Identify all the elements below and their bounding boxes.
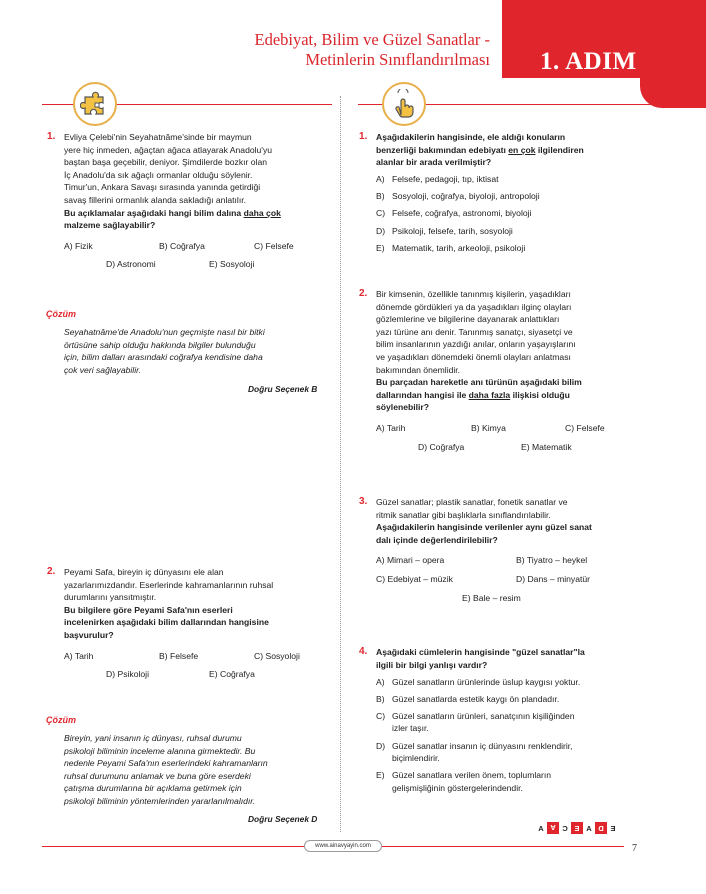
question-text-line: dönemde gördükleri ya da yaşadıkları ilginç olayları — [376, 301, 572, 312]
solution-line: çok veri sağlayabilir. — [64, 364, 142, 375]
option-text: Güzel sanatlarda estetik kaygı ön plandadır. — [392, 693, 560, 704]
option-b[interactable] — [376, 693, 661, 706]
left-question-1 — [47, 131, 336, 271]
stem-text: benzerliği bakımından edebiyatı — [376, 144, 509, 155]
option-c[interactable]: C) Felsefe — [565, 422, 605, 433]
option-letter: B) — [376, 693, 385, 704]
solution-line: için, bilim dalları arasındaki coğrafya kendisine daha — [64, 352, 263, 363]
option-text-line: biçimlendirir. — [392, 753, 440, 764]
question-text-line: Evliya Çelebi'nin Seyahatnâme'sinde bir maymun — [64, 132, 252, 142]
option-text: Felsefe, coğrafya, astronomi, biyoloji — [392, 208, 532, 219]
page-number: 7 — [632, 843, 637, 854]
stem-text: ilişkisi olduğu — [510, 389, 570, 400]
answer-key-cell: E — [571, 822, 583, 834]
answer-key-cell: A — [538, 823, 544, 833]
option-a[interactable]: A) Fizik — [64, 240, 93, 251]
question-stem-line: ilgili bir bilgi yanlışı vardır? — [376, 659, 488, 670]
options-row — [376, 573, 661, 586]
question-stem-line: incelenirken aşağıdaki bilim dallarından hangisine — [64, 617, 269, 628]
question-stem-line: Aşağıdaki cümlelerin hangisinde "güzel sanatlar"la — [376, 647, 585, 657]
option-text: Güzel sanatların ürünlerinde üslup kaygısı yoktur. — [392, 676, 581, 687]
answer-key-cell: C — [562, 823, 568, 833]
option-letter: E) — [376, 770, 385, 781]
option-a[interactable] — [376, 173, 661, 186]
puzzle-icon — [80, 89, 110, 119]
question-text-line: yazarlarımızdandır. Eserlerinde kahramanlarının ruhsal — [64, 579, 274, 590]
question-number: 2. — [47, 566, 56, 577]
option-letter: E) — [376, 242, 385, 253]
options-row — [376, 441, 661, 454]
option-c[interactable]: C) Sosyoloji — [254, 650, 300, 661]
question-stem-line: dalı içinde değerlendirilebilir? — [376, 534, 498, 545]
option-d[interactable]: D) Psikoloji — [106, 669, 149, 680]
solution-line: Seyahatnâme'de Anadolu'nun geçmişte nasıl bir bitki — [64, 327, 265, 337]
option-b[interactable] — [376, 190, 661, 203]
question-text-line: bakımından önemlidir. — [376, 364, 461, 375]
column-divider — [340, 96, 341, 832]
stem-emphasis: daha fazla — [468, 389, 511, 400]
option-text — [392, 740, 573, 765]
answer-key-cell: A — [547, 822, 559, 834]
option-letter: A) — [376, 676, 385, 687]
option-text: Psikoloji, felsefe, tarih, sosyoloji — [392, 225, 513, 236]
question-stem-line: Aşağıdakilerin hangisinde verilenler aynı güzel sanat — [376, 522, 592, 533]
question-text-line: ve yaşadıkları dönemdeki önemli olayları anlatması — [376, 351, 571, 362]
footer-url[interactable]: www.ainavyayin.com — [304, 840, 382, 852]
question-text-line: savaş fillerini ormanlık alanda sakladığı anlatılır. — [64, 194, 246, 205]
correct-answer: Doğru Seçenek B — [248, 384, 318, 394]
left-column-icon — [73, 82, 117, 126]
option-a[interactable] — [376, 676, 661, 689]
page-title — [254, 30, 490, 70]
question-text-line: durumlarını yansıtmıştır. — [64, 592, 157, 603]
question-text-line: yere hiç inmeden, ağaçtan ağaca atlayarak Anadolu'yu — [64, 144, 273, 155]
options-row — [64, 240, 336, 253]
question-text-line: bilim insanlarının yazdığı anılar, onların yaşayışlarını — [376, 339, 576, 350]
stem-emphasis: en çok — [508, 144, 536, 155]
solution-title: Çözüm — [46, 309, 76, 319]
stem-text: ilgilendiren — [535, 144, 584, 155]
option-a[interactable]: A) Mimari – opera — [376, 555, 445, 566]
question-text-line: yazı türüne anı denir. Tanınmış sanatçı, siyasetçi ve — [376, 326, 573, 337]
question-stem-line: alanlar bir arada verilmiştir? — [376, 157, 492, 168]
option-e[interactable]: E) Sosyoloji — [209, 259, 255, 270]
option-e[interactable]: E) Matematik — [521, 441, 572, 452]
answer-key-cell: D — [595, 822, 607, 834]
option-c[interactable] — [376, 207, 661, 220]
question-stem-line: malzeme sağlayabilir? — [64, 220, 156, 231]
solution-line: örtüsüne sahip olduğu hakkında bilgiler bulunduğu — [64, 339, 256, 350]
option-b[interactable]: B) Felsefe — [159, 650, 199, 661]
question-stem-line: Aşağıdakilerin hangisinde, ele aldığı konuların — [376, 132, 566, 142]
left-question-2 — [47, 566, 336, 681]
option-list — [376, 173, 661, 254]
option-text — [392, 769, 551, 794]
question-text-line: Güzel sanatlar; plastik sanatlar, fonetik sanatlar ve — [376, 497, 568, 507]
options-row — [64, 668, 336, 681]
solution-title: Çözüm — [46, 715, 76, 725]
option-letter: C) — [376, 710, 386, 721]
option-d[interactable]: D) Astronomi — [106, 259, 156, 270]
option-text-line: gelişmişliğinin göstergelerindendir. — [392, 782, 523, 793]
options-row — [64, 258, 336, 271]
option-c[interactable] — [376, 710, 661, 735]
option-c[interactable]: C) Felsefe — [254, 240, 294, 251]
option-e[interactable]: E) Coğrafya — [209, 669, 255, 680]
right-question-1 — [359, 131, 661, 254]
question-stem-line — [376, 144, 661, 157]
option-b[interactable]: B) Coğrafya — [159, 240, 205, 251]
solution-line: psikoloji biliminin inceleme alanına girmektedir. Bu — [64, 745, 256, 756]
option-text — [392, 710, 574, 735]
option-e[interactable] — [376, 769, 661, 794]
right-column-icon — [382, 82, 426, 126]
option-letter: C) — [376, 208, 386, 219]
options-row — [376, 422, 661, 435]
question-stem-line: Bu bilgilere göre Peyami Safa'nın eserleri — [64, 604, 233, 615]
option-letter: D) — [376, 740, 386, 751]
options-row — [376, 592, 661, 605]
option-e[interactable] — [376, 242, 661, 255]
option-e[interactable]: E) Bale – resim — [462, 592, 521, 603]
option-d[interactable]: D) Dans – minyatür — [516, 573, 591, 584]
question-number: 4. — [359, 646, 368, 657]
question-number: 1. — [359, 131, 368, 142]
question-stem — [64, 207, 336, 220]
option-letter: A) — [376, 174, 385, 185]
solution-line: psikoloji biliminin yöntemlerinden yararlanılmalıdır. — [64, 795, 256, 806]
question-stem-line: Bu parçadan hareketle anı türünün aşağıdaki bilim — [376, 377, 582, 388]
question-text-line: İç Anadolu'da sık ağaçlı ormanlar olduğu söylenir. — [64, 169, 253, 180]
answer-key-cell: A — [586, 823, 592, 833]
stem-text: Bu açıklamalar aşağıdaki hangi bilim dalına — [64, 207, 244, 218]
question-text-line: Timur'un, Ankara Savaşı sırasında yanında getirdiği — [64, 182, 261, 193]
question-number: 1. — [47, 131, 56, 142]
footer-rule-left — [42, 846, 304, 847]
correct-answer: Doğru Seçenek D — [248, 814, 318, 824]
question-text-line: gözlemlerine ve bilgilerine dayanarak anlattıkları — [376, 314, 560, 325]
solution-line: ruhsal durumunu anlamak ve buna göre eserdeki — [64, 770, 251, 781]
right-question-2 — [359, 288, 661, 453]
option-text-line: Güzel sanatlara verilen önem, toplumların — [392, 770, 552, 781]
option-text-line: izler taşır. — [392, 723, 429, 734]
title-line-1: Edebiyat, Bilim ve Güzel Sanatlar - — [254, 30, 490, 49]
answer-key-strip — [535, 822, 619, 834]
option-d[interactable] — [376, 225, 661, 238]
options-row — [64, 650, 336, 663]
option-b[interactable]: B) Kimya — [471, 422, 506, 433]
option-text-line: Güzel sanatlar insanın iç dünyasını renklendirir, — [392, 740, 573, 751]
question-number: 3. — [359, 496, 368, 507]
answer-key-cell: E — [610, 823, 616, 833]
solution-line: çatışma durumlarına bir açıklama getirmek için — [64, 783, 242, 794]
option-b[interactable]: B) Tiyatro – heykel — [516, 555, 588, 566]
option-c[interactable]: C) Edebiyat – müzik — [376, 573, 453, 584]
option-text-line: Güzel sanatların ürünleri, sanatçının kişiliğinden — [392, 710, 575, 721]
stem-text: dallarından hangisi ile — [376, 389, 469, 400]
option-a[interactable]: A) Tarih — [64, 650, 94, 661]
option-d[interactable] — [376, 740, 661, 765]
options-row — [376, 554, 661, 567]
option-letter: D) — [376, 225, 386, 236]
pointing-hand-icon — [389, 89, 419, 119]
solution-text — [64, 326, 334, 376]
question-text-line: baştan başa geçebilir, deniyor. Şimdilerde bozkır olan — [64, 157, 268, 168]
option-letter: B) — [376, 191, 385, 202]
question-stem-line: başvurulur? — [64, 629, 114, 640]
stem-emphasis: daha çok — [243, 207, 281, 218]
solution-text — [64, 732, 336, 808]
option-text: Matematik, tarih, arkeoloji, psikoloji — [392, 242, 526, 253]
question-stem-line — [376, 389, 661, 402]
option-list — [376, 676, 661, 795]
solution-line: Bireyin, yani insanın iç dünyası, ruhsal durumu — [64, 733, 242, 743]
question-number: 2. — [359, 288, 368, 299]
question-text-line: Peyami Safa, bireyin iç dünyasını ele alan — [64, 567, 224, 577]
question-text-line: Bir kimsenin, özellikle tanınmış kişilerin, yaşadıkları — [376, 289, 571, 299]
title-line-2: Metinlerin Sınıflandırılması — [305, 50, 490, 69]
question-text-line: ritmik sanatlar gibi başlıklarla sınıflandırılabilir. — [376, 509, 551, 520]
option-text: Felsefe, pedagoji, tıp, iktisat — [392, 174, 499, 185]
option-a[interactable]: A) Tarih — [376, 422, 406, 433]
right-question-4 — [359, 646, 661, 794]
right-question-3 — [359, 496, 661, 604]
option-d[interactable]: D) Coğrafya — [418, 441, 465, 452]
footer-rule-right — [382, 846, 624, 847]
question-stem-line: söylenebilir? — [376, 402, 430, 413]
option-text: Sosyoloji, coğrafya, biyoloji, antropoloji — [392, 191, 540, 202]
step-label: 1. ADIM — [540, 48, 637, 75]
solution-line: nedenle Peyami Safa'nın eserlerindeki kahramanların — [64, 758, 268, 769]
